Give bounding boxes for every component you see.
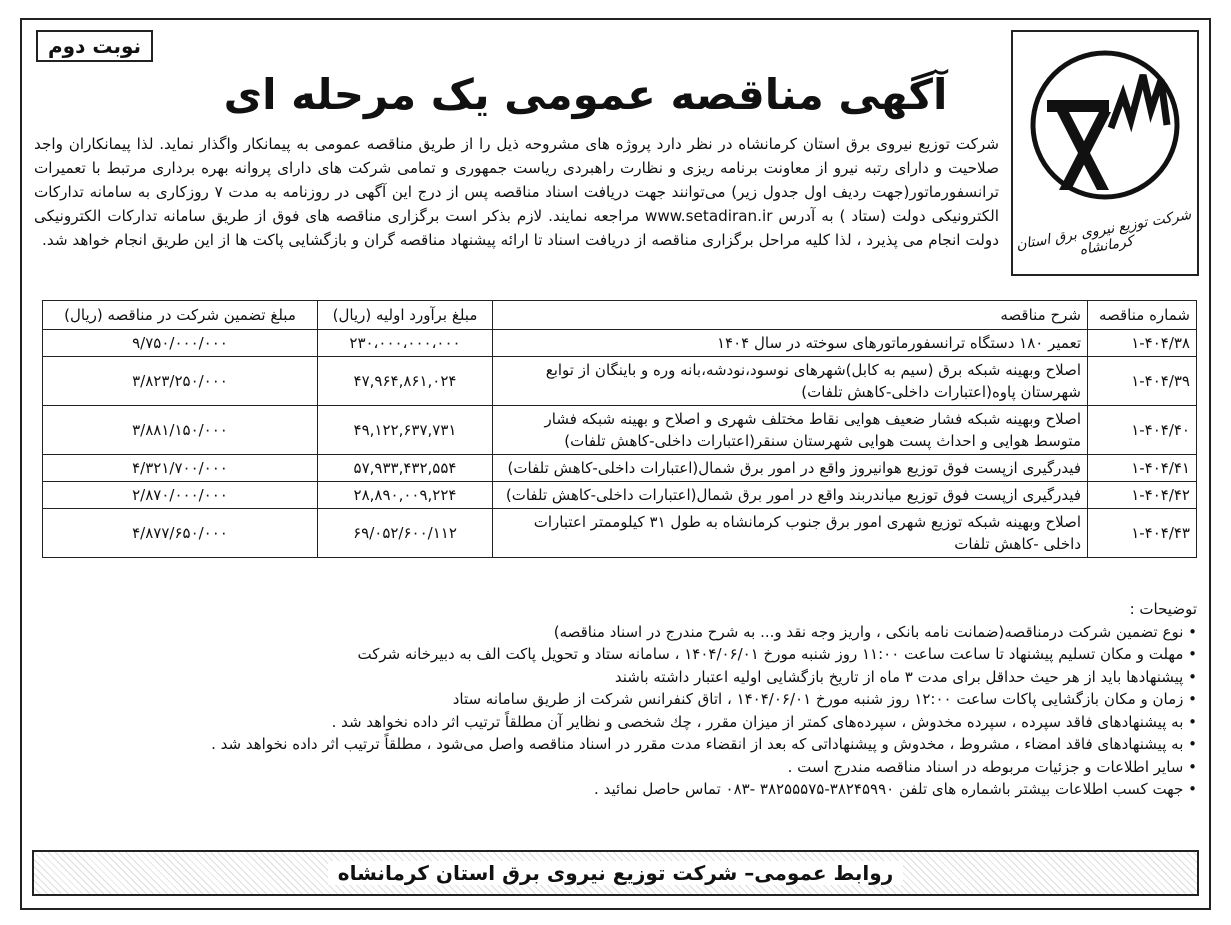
logo-caption: شرکت توزیع نیروی برق استان کرمانشاه [1014,206,1193,259]
list-item: • زمان و مکان بازگشایی پاکات ساعت ۱۲:۰۰ روز شنبه مورخ ۱۴۰۴/۰۶/۰۱ ، اتاق کنفرانس شرکت از طریق سامانه ستاد [42,688,1197,711]
cell-number: ۱-۴۰۴/۴۲ [1088,482,1197,509]
list-item: • پیشنهادها باید از هر حیث حداقل برای مدت ۳ ماه از تاریخ بازگشایی اولیه اعتبار داشته باشند [42,666,1197,689]
cell-number: ۱-۴۰۴/۴۰ [1088,406,1197,455]
list-item: • به پیشنهادهای فاقد امضاء ، مشروط ، مخدوش و پیشنهاداتی که بعد از انقضاء مدت مقرر در اسناد مناقصه واصل می‌شود ، مطلقاً ترتیب اثر داده نخواهد شد . [42,733,1197,756]
tender-notice [20,18,1211,910]
table-row [43,330,1197,357]
header-number: شماره مناقصه [1088,301,1197,330]
page-title: آگهی مناقصه عمومی یک مرحله ای [223,70,948,119]
edition-badge: نوبت دوم [36,30,153,62]
notes-section [42,598,1197,801]
footer-text: روابط عمومی– شرکت توزیع نیروی برق استان کرمانشاه [328,861,903,885]
footer-banner [32,850,1199,896]
power-tower-icon [1027,50,1183,200]
table-row [43,482,1197,509]
cell-number: ۱-۴۰۴/۳۹ [1088,357,1197,406]
list-item: • جهت کسب اطلاعات بیشتر باشماره های تلفن ۳۸۲۴۵۹۹۰-۳۸۲۵۵۵۷۵ -۰۸۳ تماس حاصل نمائید . [42,778,1197,801]
list-item: • نوع تضمین شرکت درمناقصه(ضمانت نامه بانکی ، واریز وجه نقد و... به شرح مندرج در اسناد مناقصه) [42,621,1197,644]
tender-table [42,300,1197,558]
cell-guarantee: ۴/۸۷۷/۶۵۰/۰۰۰ [43,509,318,558]
intro-paragraph: شرکت توزیع نیروی برق استان کرمانشاه در نظر دارد پروژه های مشروحه ذیل را از طریق مناقصه عمومی به پیمانکار واگذار نماید. لذا پیمانکاران واجد صلاحیت و دارای رتبه نیرو از معاونت برنامه ریزی و نظارت راهبردی ریاست جمهوری و تمامی شرکت های دارای پروانه بهره برداری مرتبط با تعمیرات ترانسفورماتور(جهت ردیف اول جدول زیر) می‌توانند جهت دریافت اسناد مناقصه پس از درج این آگهی در روزنامه به مدت ۷ روزکاری به سامانه تدارکات الکترونیکی دولت (ستاد ) به آدرس www.setadiran.ir مراجعه نمایند. لازم بذکر است برگزاری مناقصه های فوق از طریق سامانه تدارکات الکترونیکی دولت انجام می پذیرد ، لذا کلیه مراحل برگزاری مناقصه از دریافت اسناد تا ارائه پیشنهاد مناقصه گران و بازگشایی پاکت ها از این طریق انجام خواهد شد. [34,135,999,249]
cell-description: فیدرگیری ازپست فوق توزیع میاندربند واقع در امور برق شمال(اعتبارات داخلی-کاهش تلفات) [493,482,1088,509]
cell-number: ۱-۴۰۴/۴۱ [1088,455,1197,482]
cell-guarantee: ۹/۷۵۰/۰۰۰/۰۰۰ [43,330,318,357]
list-item: • به پیشنهادهای فاقد سپرده ، سپرده مخدوش ، سپرده‌های کمتر از میزان مقرر ، چك شخصی و نظایر آن مطلقاً ترتیب اثر داده نخواهد شد . [42,711,1197,734]
cell-description: اصلاح وبهینه شبکه برق (سیم به کابل)شهرهای نوسود،نودشه،بانه وره و باینگان از توابع شهرستان پاوه(اعتبارات داخلی-کاهش تلفات) [493,357,1088,406]
cell-number: ۱-۴۰۴/۳۸ [1088,330,1197,357]
cell-description: اصلاح وبهینه شبکه فشار ضعیف هوایی نقاط مختلف شهری و اصلاح و بهینه شبکه فشار متوسط هوایی و احداث پست هوایی شهرستان سنقر(اعتبارات داخلی-کاهش تلفات) [493,406,1088,455]
header-description: شرح مناقصه [493,301,1088,330]
list-item: • سایر اطلاعات و جزئیات مربوطه در اسناد مناقصه مندرج است . [42,756,1197,779]
cell-estimate: ۲۸,۸۹۰,۰۰۹,۲۲۴ [318,482,493,509]
cell-guarantee: ۲/۸۷۰/۰۰۰/۰۰۰ [43,482,318,509]
cell-description: فیدرگیری ازپست فوق توزیع هوانیروز واقع در امور برق شمال(اعتبارات داخلی-کاهش تلفات) [493,455,1088,482]
table-row [43,357,1197,406]
cell-estimate: ۴۹,۱۲۲,۶۳۷,۷۳۱ [318,406,493,455]
header-guarantee: مبلغ تضمین شرکت در مناقصه (ریال) [43,301,318,330]
cell-estimate: ۲۳۰،۰۰۰،۰۰۰،۰۰۰ [318,330,493,357]
table-row [43,509,1197,558]
cell-description: تعمیر ۱۸۰ دستگاه ترانسفورماتورهای سوخته در سال ۱۴۰۴ [493,330,1088,357]
cell-guarantee: ۳/۸۸۱/۱۵۰/۰۰۰ [43,406,318,455]
header-estimate: مبلغ برآورد اولیه (ریال) [318,301,493,330]
notes-heading: توضیحات : [1129,600,1197,618]
list-item: • مهلت و مکان تسلیم پیشنهاد تا ساعت ساعت ۱۱:۰۰ روز شنبه مورخ ۱۴۰۴/۰۶/۰۱ ، سامانه ستاد و تحویل پاکت الف به دبیرخانه شرکت [42,643,1197,666]
table-row [43,406,1197,455]
table-header-row [43,301,1197,330]
cell-description: اصلاح وبهینه شبکه توزیع شهری امور برق جنوب کرمانشاه به طول ۳۱ کیلوممتر اعتبارات داخلی -کاهش تلفات [493,509,1088,558]
table-row [43,455,1197,482]
company-logo [1011,30,1199,276]
cell-estimate: ۵۷,۹۳۳,۴۳۲,۵۵۴ [318,455,493,482]
cell-guarantee: ۴/۳۲۱/۷۰۰/۰۰۰ [43,455,318,482]
cell-number: ۱-۴۰۴/۴۳ [1088,509,1197,558]
cell-estimate: ۶۹/۰۵۲/۶۰۰/۱۱۲ [318,509,493,558]
cell-estimate: ۴۷,۹۶۴,۸۶۱,۰۲۴ [318,357,493,406]
cell-guarantee: ۳/۸۲۳/۲۵۰/۰۰۰ [43,357,318,406]
notes-list [42,621,1197,801]
